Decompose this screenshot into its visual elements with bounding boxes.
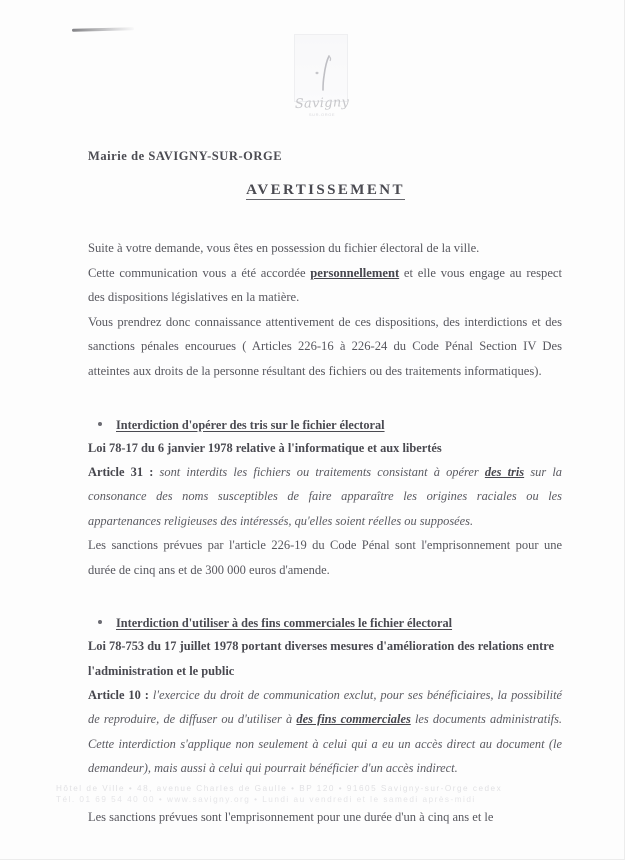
emphasis-des-tris: des tris [484,464,525,479]
section-1-article-after: sur la consonance des noms susceptibles de faire apparaître les origines raciales ou les appartenances religieuses des intéressés, qu'elles soient réelles ou supposées. [88,464,562,528]
document-title [0,181,625,199]
spacer-before-section-1 [88,384,562,414]
emphasis-personnellement: personnellement [310,265,400,280]
spacer-before-section-2 [88,582,562,612]
intro-p2-after: et elle vous engage au respect des dispositions législatives en la matière. [88,265,562,305]
emphasis-des-fins-commerciales: des fins commerciales [296,712,411,727]
logo-subtext: SUR-ORGE [308,112,336,117]
letterhead-logo [292,34,352,126]
footer-address-line: Hôtel de Ville • 48, avenue Charles de Gaulle • BP 120 • 91605 Savigny-sur-Orge cedex [56,784,503,793]
sender-line: Mairie de SAVIGNY-SUR-ORGE [88,149,283,163]
logo-wordmark: Savigny [294,95,350,112]
section-1-article [88,460,562,533]
section-2-sanction: Les sanctions prévues sont l'emprisonnement pour une durée d'un à cinq ans et le [88,809,494,824]
section-1-article-label: Article 31 : [88,464,154,479]
bullet-icon [98,620,102,624]
section-2-article-label: Article 10 : [88,688,149,702]
section-2-article [88,683,562,781]
intro-paragraph-1: Suite à votre demande, vous êtes en possession du fichier électoral de la ville. [88,241,480,255]
intro-paragraph-3: Vous prendrez donc connaissance attentivement de ces dispositions, des interdictions et des sanctions pénales encourues ( Articles 226-16 à 226-24 du Code Pénal Section IV Des atteintes aux droits de la personne résultant des fichiers ou des traitements informatiques). [88,314,562,378]
section-1-law: Loi 78-17 du 6 janvier 1978 relative à l'informatique et aux libertés [88,440,442,455]
section-1-sanction: Les sanctions prévues par l'article 226-19 du Code Pénal sont l'emprisonnement pour une durée de cinq ans et de 300 000 euros d'amende. [88,538,562,577]
page-footer [56,783,586,805]
section-2-heading [88,612,562,634]
section-2-law: Loi 78-753 du 17 juillet 1978 portant diverses mesures d'amélioration des relations entre l'administration et le public [88,639,555,678]
document-body [88,236,562,829]
scan-artifact-mark [72,27,134,32]
section-1-heading [88,414,562,436]
intro-p2-before: Cette communication vous a été accordée [88,265,311,280]
section-2-article-before: l'exercice du droit de communication exclut, pour ses bénéficiaires, la possibilité de reproduire, de diffuser ou d'utiliser à [88,688,563,727]
section-2-heading-text: Interdiction d'utiliser à des fins commerciales le fichier électoral [116,616,453,631]
swan-icon [312,52,338,92]
document-title-text: AVERTISSEMENT [246,182,405,198]
bullet-icon [98,422,102,426]
section-2-article-after: les documents administratifs. Cette interdiction s'applique non seulement à celui qui a eu un accès direct au document (le demandeur), mais aussi à celui qui pourrait bénéficier d'un accès indirect. [88,712,562,776]
section-1-article-before: sont interdits les fichiers ou traitements consistant à opérer [153,464,485,479]
section-1-heading-text: Interdiction d'opérer des tris sur le fichier électoral [116,417,385,432]
section-list-2 [88,612,562,634]
section-list [88,414,562,436]
footer-contact-line: Tél. 01 69 54 40 00 • www.savigny.org • Lundi au vendredi et le samedi après-midi [56,795,476,804]
intro-paragraph-2 [88,261,562,310]
